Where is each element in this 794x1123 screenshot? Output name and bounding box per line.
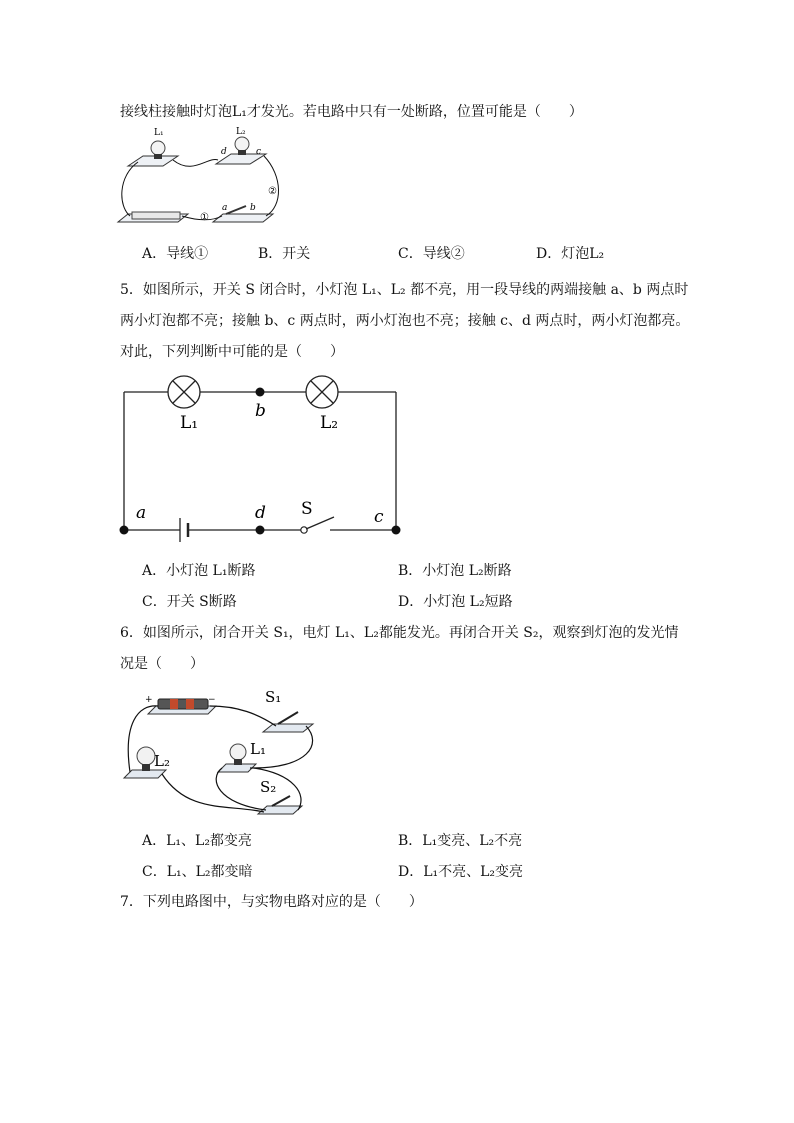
q5-label-s: S: [301, 499, 313, 519]
q4-label-d: d: [221, 147, 227, 157]
q4-option-a[interactable]: A．导线①: [142, 246, 209, 262]
q6-option-a[interactable]: A．L₁、L₂都变亮: [142, 833, 252, 849]
q5-option-b[interactable]: B．小灯泡 L₂断路: [398, 563, 512, 579]
q5-stem-line-3: 对此，下列判断中可能的是（ ）: [120, 344, 344, 360]
q4-label-wire2: ②: [268, 186, 277, 197]
q5-label-b: b: [255, 401, 266, 421]
q6-label-l1: L₁: [250, 740, 266, 758]
q4-option-d[interactable]: D．灯泡L₂: [536, 246, 605, 262]
q4-label-l1: L₁: [154, 128, 164, 138]
q6-stem-line-2: 况是（ ）: [120, 656, 204, 672]
q5-label-d: d: [255, 503, 266, 523]
q5-option-d[interactable]: D．小灯泡 L₂短路: [398, 594, 513, 610]
q5-option-c[interactable]: C．开关 S断路: [142, 594, 237, 610]
q5-stem-line-2: 两小灯泡都不亮；接触 b、c 两点时，两小灯泡也不亮；接触 c、d 两点时，两小灯泡都亮。: [120, 313, 690, 329]
q6-option-c[interactable]: C．L₁、L₂都变暗: [142, 864, 253, 880]
q6-label-s1: S₁: [265, 688, 282, 706]
q5-option-a[interactable]: A．小灯泡 L₁断路: [142, 563, 256, 579]
q5-label-l2: L₂: [320, 413, 339, 433]
q6-circuit-figure: [118, 684, 318, 824]
q4-option-c[interactable]: C．导线②: [398, 246, 465, 262]
q6-stem-line-1: 6．如图所示，闭合开关 S₁，电灯 L₁、L₂都能发光。再闭合开关 S₂，观察到灯泡的发光情: [120, 625, 679, 641]
q5-node-a: [120, 526, 129, 535]
q6-option-b[interactable]: B．L₁变亮、L₂不亮: [398, 833, 523, 849]
q5-label-l1: L₁: [180, 413, 199, 433]
q5-node-c: [392, 526, 401, 535]
q4-circuit-figure: [118, 126, 278, 236]
q4-label-wire1: ①: [200, 212, 209, 223]
q5-node-b: [256, 388, 265, 397]
q7-stem: 7．下列电路图中，与实物电路对应的是（ ）: [120, 894, 423, 910]
q6-option-d[interactable]: D．L₁不亮、L₂变亮: [398, 864, 524, 880]
q5-stem-line-1: 5．如图所示，开关 S 闭合时，小灯泡 L₁、L₂ 都不亮，用一段导线的两端接触 a、b 两点时: [120, 282, 689, 298]
q5-label-a: a: [136, 503, 147, 523]
q6-label-plus: +: [145, 695, 153, 705]
q5-node-d: [256, 526, 265, 535]
q6-label-l2: L₂: [154, 752, 170, 770]
q4-option-b[interactable]: B．开关: [258, 246, 311, 262]
q5-lamp-l2: [306, 376, 338, 408]
q4-label-c: c: [256, 147, 262, 157]
q5-lamp-l1: [168, 376, 200, 408]
q4-label-b: b: [250, 203, 256, 213]
q6-label-s2: S₂: [260, 778, 277, 796]
q5-circuit-diagram: [118, 372, 418, 532]
q4-label-a: a: [222, 203, 228, 213]
q4-label-l2: L₂: [236, 127, 246, 137]
q5-label-c: c: [374, 507, 384, 527]
q4-stem-tail: 接线柱接触时灯泡L₁才发光。若电路中只有一处断路，位置可能是（ ）: [120, 104, 583, 120]
q6-label-minus: −: [208, 695, 216, 705]
